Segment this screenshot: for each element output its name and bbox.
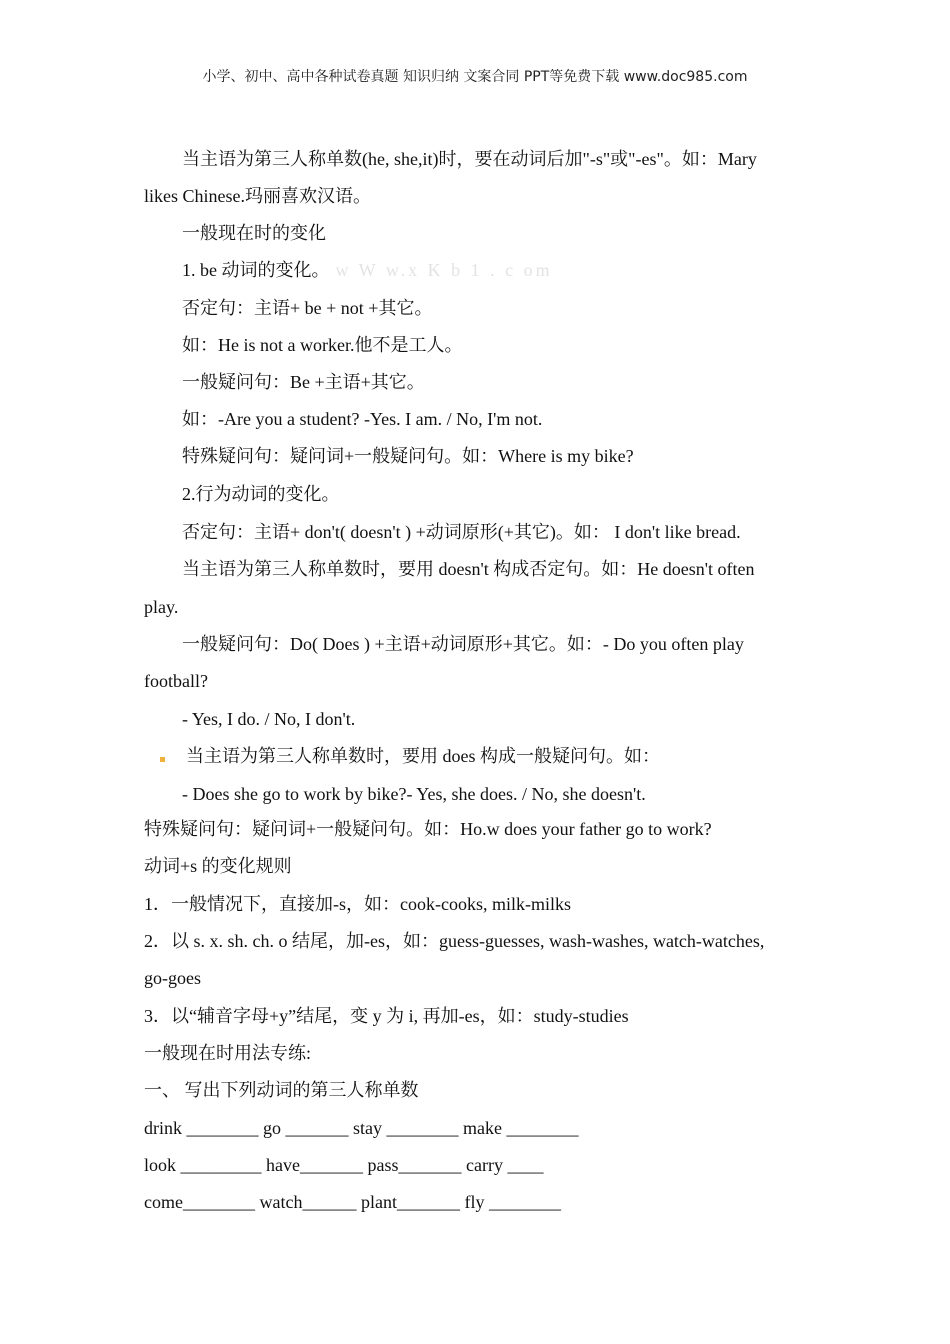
text-line-1: 当主语为第三人称单数(he, she,it)时，要在动词后加"-s"或"-es"。如：Mary	[182, 149, 757, 169]
exercise-row-1: drink ________ go _______ stay ________ make ________	[144, 1118, 579, 1138]
bullet-marker	[160, 757, 165, 762]
text-line-4: 1. be 动词的变化。	[182, 260, 330, 280]
subheading-action-verb: 2.行为动词的变化。	[182, 484, 340, 504]
exercise-row-2: look _________ have_______ pass_______ carry ____	[144, 1155, 544, 1175]
text-line-2: likes Chinese.玛丽喜欢汉语。	[144, 186, 371, 206]
text-line-6: 如：He is not a worker.他不是工人。	[182, 335, 463, 355]
text-line-19: 特殊疑问句：疑问词+一般疑问句。如：Ho.w does your father go to work?	[144, 819, 712, 839]
exercise-heading: 一般现在时用法专练:	[144, 1043, 312, 1063]
rule-3: 3．以“辅音字母+y”结尾，变 y 为 i, 再加-es，如：study-studies	[144, 1006, 629, 1026]
text-line-5: 否定句：主语+ be + not +其它。	[182, 298, 433, 318]
text-line-15: football?	[144, 671, 208, 691]
page-header: 小学、初中、高中各种试卷真题 知识归纳 文案合同 PPT等免费下载 www.doc985.com	[202, 69, 748, 85]
text-line-17: 当主语为第三人称单数时，要用 does 构成一般疑问句。如：	[186, 746, 660, 766]
text-line-9: 特殊疑问句：疑问词+一般疑问句。如：Where is my bike?	[182, 446, 634, 466]
watermark: w W w.x K b 1 . c om	[335, 260, 553, 280]
rule-1: 1．一般情况下，直接加-s，如：cook-cooks, milk-milks	[144, 894, 571, 914]
text-line-7: 一般疑问句：Be +主语+其它。	[182, 372, 425, 392]
text-line-8: 如：-Are you a student? -Yes. I am. / No, I'm not.	[182, 409, 543, 429]
exercise-instruction: 一、 写出下列动词的第三人称单数	[144, 1080, 419, 1100]
text-line-12: 当主语为第三人称单数时，要用 doesn't 构成否定句。如：He doesn't often	[182, 559, 755, 579]
subheading-be-verb	[182, 258, 553, 282]
text-line-11: 否定句：主语+ don't( doesn't ) +动词原形(+其它)。如： I don't like bread.	[182, 522, 741, 542]
text-line-13: play.	[144, 597, 179, 617]
rule-2: 2．以 s. x. sh. ch. o 结尾，加-es，如：guess-guesses, wash-washes, watch-watches,	[144, 931, 765, 951]
rule-2-continued: go-goes	[144, 968, 201, 988]
rules-heading: 动词+s 的变化规则	[144, 856, 292, 876]
text-line-16: - Yes, I do. / No, I don't.	[182, 709, 356, 729]
text-line-14: 一般疑问句：Do( Does ) +主语+动词原形+其它。如：- Do you often play	[182, 634, 744, 654]
text-line-18: - Does she go to work by bike?- Yes, she does. / No, she doesn't.	[182, 784, 646, 804]
section-heading: 一般现在时的变化	[182, 223, 326, 243]
exercise-row-3: come________ watch______ plant_______ fly ________	[144, 1192, 561, 1212]
